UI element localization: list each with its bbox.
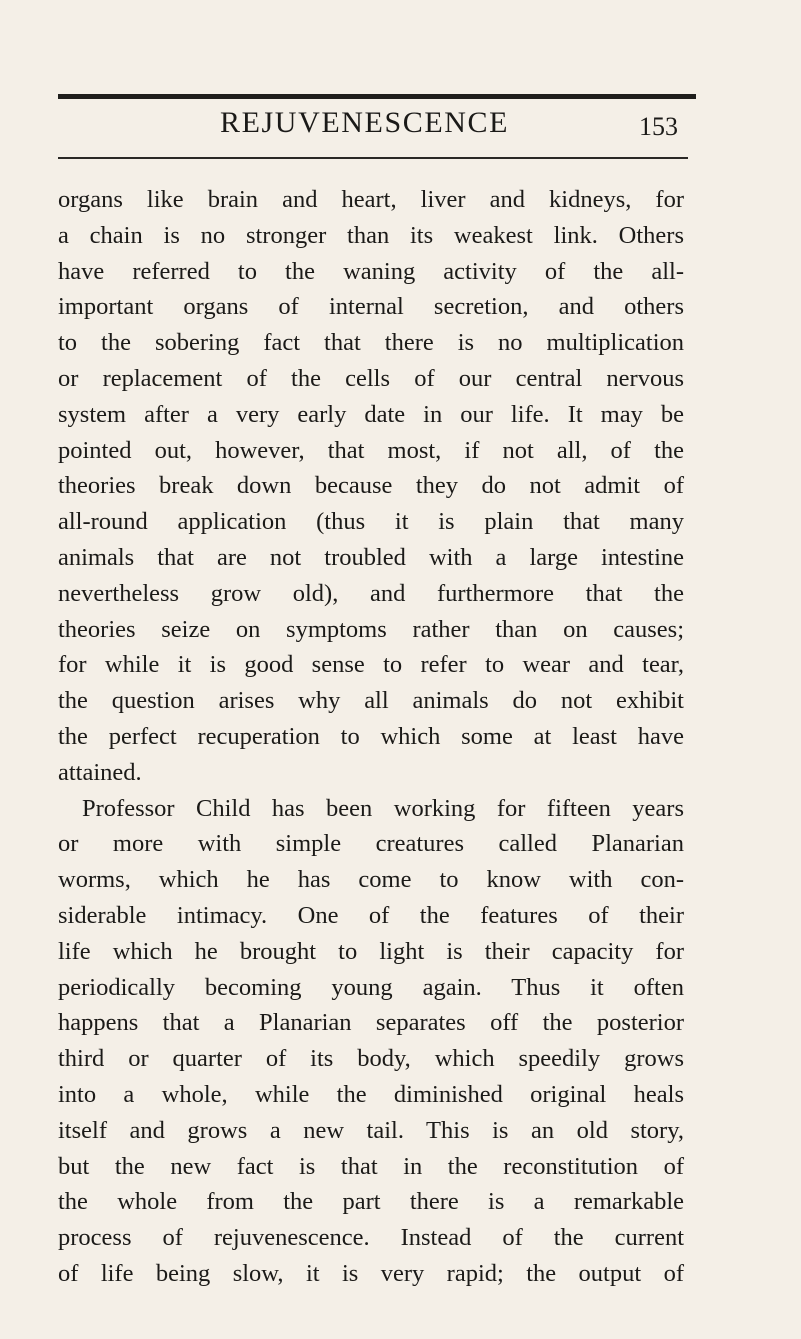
text-line: to the sobering fact that there is no multiplication: [58, 329, 684, 357]
text-line: worms, which he has come to know with con-: [58, 866, 684, 894]
text-line: theories seize on symptoms rather than on causes;: [58, 615, 684, 643]
text-line: all-round application (thus it is plain that many: [58, 508, 684, 536]
text-line: the question arises why all animals do not exhibit: [58, 687, 684, 715]
running-head: REJUVENESCENCE: [220, 106, 510, 139]
text-line: Professor Child has been working for fifteen years: [82, 794, 684, 822]
text-line: a chain is no stronger than its weakest link. Others: [58, 221, 684, 249]
paragraph-2: [58, 791, 684, 1292]
top-border-rule: [58, 94, 696, 99]
text-line: periodically becoming young again. Thus it often: [58, 973, 684, 1001]
text-line: the whole from the part there is a remarkable: [58, 1188, 684, 1216]
paragraph-1: [58, 182, 684, 791]
text-line: pointed out, however, that most, if not all, of the: [58, 436, 684, 464]
page-header: [58, 102, 698, 156]
text-line: nevertheless grow old), and furthermore that the: [58, 579, 684, 607]
text-line: happens that a Planarian separates off the posterior: [58, 1009, 684, 1037]
text-line: of life being slow, it is very rapid; the output of: [58, 1259, 684, 1287]
header-rule: [58, 157, 688, 159]
text-line: siderable intimacy. One of the features of their: [58, 901, 684, 929]
text-line: animals that are not troubled with a large intestine: [58, 543, 684, 571]
text-line: system after a very early date in our life. It may be: [58, 400, 684, 428]
text-line: have referred to the waning activity of the all-: [58, 257, 684, 285]
text-line: or more with simple creatures called Planarian: [58, 830, 684, 858]
text-line: itself and grows a new tail. This is an old story,: [58, 1116, 684, 1144]
text-line: organs like brain and heart, liver and kidneys, for: [58, 186, 684, 213]
text-line: important organs of internal secretion, and others: [58, 293, 684, 321]
text-line: process of rejuvenescence. Instead of the current: [58, 1224, 684, 1252]
text-line: but the new fact is that in the reconstitution of: [58, 1152, 684, 1180]
text-line: life which he brought to light is their capacity for: [58, 937, 684, 965]
text-line: the perfect recuperation to which some at least have: [58, 722, 684, 750]
page-number: 153: [639, 112, 678, 141]
text-line: into a whole, while the diminished original heals: [58, 1080, 684, 1108]
page-body: [58, 182, 684, 1292]
text-line: for while it is good sense to refer to wear and tear,: [58, 651, 684, 679]
text-line: third or quarter of its body, which speedily grows: [58, 1045, 684, 1073]
text-line: theories break down because they do not admit of: [58, 472, 684, 500]
text-line: attained.: [58, 758, 142, 786]
text-line: or replacement of the cells of our central nervous: [58, 364, 684, 392]
